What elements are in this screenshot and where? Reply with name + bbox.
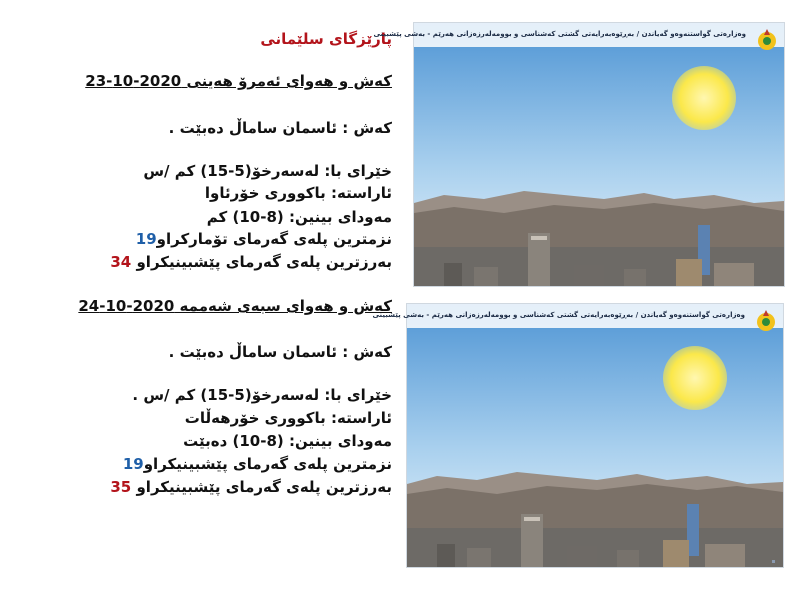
day1-visibility: مەودای بینین: (8-10) کم (206, 208, 392, 226)
day2-sky: کەش : ئاسمان ساماڵ دەبێت . (168, 343, 392, 361)
kurdistan-emblem-icon (756, 27, 778, 53)
day2-min-value: 19 (122, 455, 144, 473)
sun-icon (672, 66, 736, 130)
day2-direction: ئاراستە: باکووری خۆرهەڵات (184, 409, 392, 427)
forecast-image-day2 (372, 303, 784, 568)
forecast-image-day1 (373, 22, 785, 287)
ministry-banner: وەزارەتی گواستنەوەو گەیاندن / بەڕێوەبەرایەتی گشتی کەشناسی و بوومەلەرزەزانی هەرێم - بەشی پێشبینی (372, 311, 745, 319)
day2-max-label: بەرزترین پلەی گەرمای پێشبینیکراو (136, 478, 392, 496)
day2-min-temp (123, 455, 392, 473)
day2-max-value: 35 (110, 478, 132, 496)
day2-min-label: نزمترین پلەی گەرمای پێشبینیکراو (143, 455, 392, 473)
day1-max-temp (110, 253, 392, 271)
day1-max-value: 34 (110, 253, 132, 271)
day2-wind: خێرای با: لەسەرخۆ(5-15) کم /س . (132, 386, 392, 404)
day1-min-label: نزمترین پلەی گەرمای تۆمارکراو (156, 230, 392, 248)
day1-direction: ئاراستە: باکووری خۆرئاوا (204, 184, 392, 202)
city-title: پارێزگای سلێمانی (260, 30, 392, 48)
sun-icon (663, 346, 727, 410)
day2-visibility: مەودای بینین: (8-10) دەبێت (183, 432, 392, 450)
city-landscape-illustration (373, 23, 784, 286)
day1-min-value: 19 (135, 230, 157, 248)
day1-min-temp (136, 230, 392, 248)
ministry-banner: وەزارەتی گواستنەوەو گەیاندن / بەڕێوەبەرایەتی گشتی کەشناسی و بوومەلەرزەزانی هەرێم - بەشی پێشبینی (373, 30, 746, 38)
day2-max-temp (110, 478, 392, 496)
day1-max-label: بەرزترین پلەی گەرمای پێشبینیکراو (136, 253, 392, 271)
corner-dot (772, 560, 775, 563)
kurdistan-emblem-icon (755, 308, 777, 334)
day1-wind: خێرای با: لەسەرخۆ(5-15) کم /س (143, 162, 392, 180)
day2-title: کەش و هەوای سبەی شەممە 2020-10-24 (78, 297, 392, 315)
day1-title: کەش و هەوای ئەمرۆ هەینی 2020-10-23 (85, 72, 392, 90)
day1-sky: کەش : ئاسمان ساماڵ دەبێت . (168, 119, 392, 137)
city-landscape-illustration (372, 304, 783, 567)
